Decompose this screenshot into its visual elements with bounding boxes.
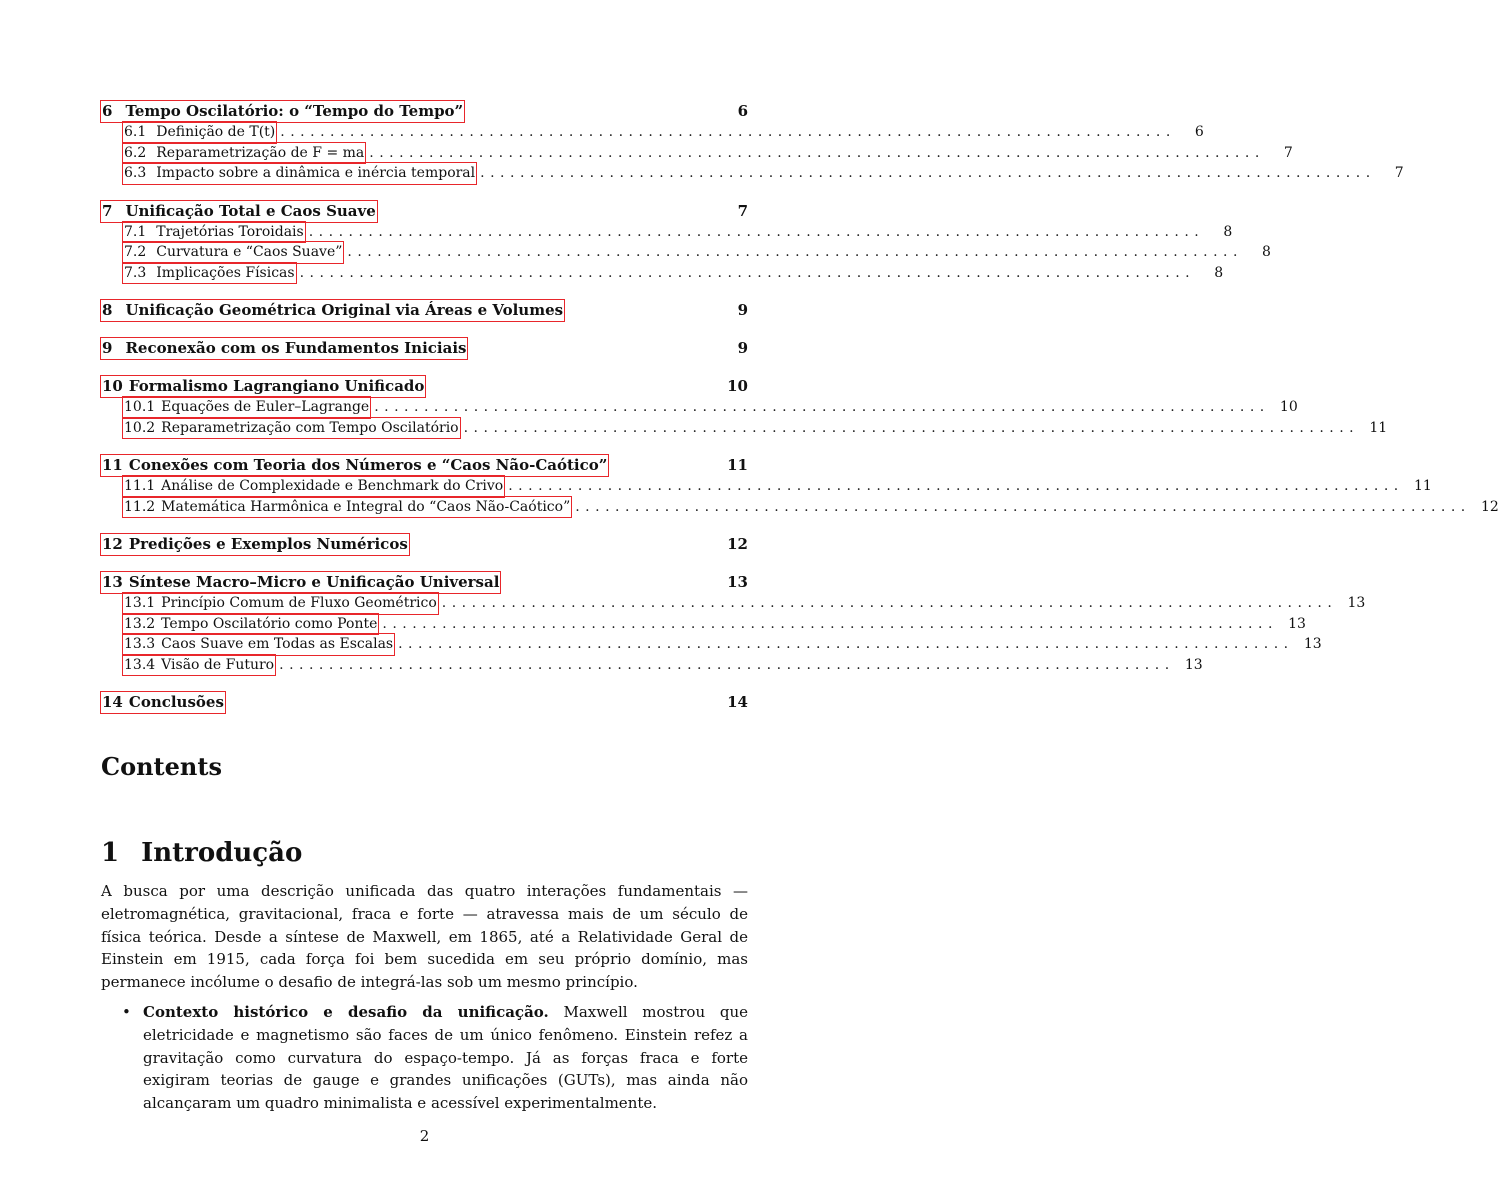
intro-paragraph: A busca por uma descrição unificada das quatro interações fundamentais — eletromagnética, gravitacional, fraca e forte — atravessa mais de um século de física teórica. Desde a síntese de Maxwell, em 1865, até a Relatividade Geral de Einstein em 1915, cada força foi bem sucedida em seu próprio domínio, mas permanece incólume o desafio de integrá-las sob um mesmo princípio. [101, 882, 748, 992]
toc-link-box[interactable]: 10 Formalismo Lagrangiano Unificado [102, 377, 425, 395]
dot-leader: .......................................................................................... [480, 165, 1376, 181]
dot-leader: .......................................................................................... [279, 656, 1175, 673]
toc-page: 6 [1194, 124, 1204, 140]
toc-page: 8 [1262, 244, 1271, 260]
dot-leader: .......................................................................................... [382, 615, 1278, 632]
toc-section-7[interactable] [101, 201, 748, 222]
toc-section-6[interactable] [101, 101, 748, 122]
toc-link-box[interactable]: 6.3 Impacto sobre a dinâmica e inércia temporal [123, 163, 476, 184]
toc-link-box[interactable]: 13.1 Princípio Comum de Fluxo Geométrico [123, 593, 438, 614]
bullet-text: Maxwell mostrou que eletricidade e magnetismo são faces de um único fenômeno. Einstein refez a gravitação como curvatura do espaço-tempo. Já as forças fraca e forte exigiram teorias de gauge e grandes unificações (GUTs), mas ainda não alcançaram um quadro minimalista e acessível experimentalmente. [143, 1003, 748, 1113]
toc-page: 8 [1223, 223, 1233, 240]
toc-subsection-6-2[interactable] [101, 143, 1293, 164]
toc-subsection-6-1[interactable] [101, 122, 1204, 143]
toc-subsection-7-3[interactable] [101, 263, 1224, 284]
toc-page: 10 [1279, 399, 1298, 415]
toc-page: 7 [1394, 165, 1404, 181]
dot-leader: .......................................................................................... [369, 144, 1265, 161]
toc-link-box[interactable]: 11.1 Análise de Complexidade e Benchmark do Crivo [123, 476, 504, 497]
toc-subsection-10-1[interactable] [101, 397, 1298, 418]
toc-page: 13 [1288, 615, 1306, 632]
toc-page: 9 [737, 339, 748, 357]
toc-link-box[interactable]: 12 Predições e Exemplos Numéricos [102, 535, 408, 553]
toc-link-box[interactable]: 10.1 Equações de Euler–Lagrange [123, 397, 370, 418]
toc-subsection-13-2[interactable] [101, 614, 1306, 635]
toc-page: 11 [727, 456, 748, 474]
toc-page: 12 [1480, 498, 1499, 515]
toc-section-10[interactable] [101, 376, 748, 397]
toc-section-13[interactable] [101, 572, 748, 593]
toc-page: 10 [727, 377, 748, 395]
toc-link-box[interactable]: 11.2 Matemática Harmônica e Integral do “Caos Não-Caótico” [123, 497, 571, 518]
toc-subsection-7-2[interactable] [101, 242, 1271, 263]
toc-page: 13 [1303, 636, 1322, 652]
toc-section-11[interactable] [101, 455, 748, 476]
toc-page: 7 [1283, 144, 1293, 161]
dot-leader: .......................................................................................... [308, 223, 1205, 240]
toc-section-8[interactable] [101, 300, 748, 321]
toc-page: 11 [1413, 478, 1432, 494]
toc-subsection-11-2[interactable] [101, 497, 1499, 518]
toc-subsection-13-1[interactable] [101, 593, 1366, 614]
toc-link-box[interactable]: 13 Síntese Macro–Micro e Unificação Universal [102, 573, 500, 591]
toc-link-box[interactable]: 7.1 Trajetórias Toroidais [123, 222, 305, 243]
toc-link-box[interactable]: 13.4 Visão de Futuro [123, 655, 275, 676]
toc-subsection-13-3[interactable] [101, 634, 1322, 655]
toc-link-box[interactable]: 7 Unificação Total e Caos Suave [102, 201, 376, 220]
toc-link-box[interactable]: 6.2 Reparametrização de F = ma [123, 143, 365, 164]
dot-leader: .......................................................................................... [508, 478, 1404, 494]
toc-page: 9 [737, 301, 748, 319]
dot-leader: .......................................................................................... [463, 419, 1360, 436]
dot-leader: .......................................................................................... [347, 244, 1243, 260]
toc-link-box[interactable]: 6 Tempo Oscilatório: o “Tempo do Tempo” [102, 102, 464, 120]
toc-link-box[interactable]: 10.2 Reparametrização com Tempo Oscilatório [123, 418, 460, 439]
dot-leader: .......................................................................................... [299, 264, 1196, 281]
toc-link-box[interactable]: 7.2 Curvatura e “Caos Suave” [123, 242, 343, 263]
dot-leader: .......................................................................................... [575, 498, 1471, 515]
toc-link-box[interactable]: 9 Reconexão com os Fundamentos Iniciais [102, 339, 467, 357]
section-heading-introduction: 1 Introdução [101, 838, 303, 868]
dot-leader: .......................................................................................... [280, 124, 1176, 140]
toc-link-box[interactable]: 13.2 Tempo Oscilatório como Ponte [123, 614, 378, 635]
toc-page: 11 [1369, 419, 1388, 436]
toc-link-box[interactable]: 14 Conclusões [102, 693, 224, 711]
toc-page: 14 [727, 693, 748, 711]
toc-link-box[interactable]: 13.3 Caos Suave em Todas as Escalas [123, 634, 394, 655]
dot-leader: .......................................................................................... [441, 595, 1338, 611]
toc-page: 7 [737, 201, 748, 220]
dot-leader: .......................................................................................... [374, 399, 1270, 415]
table-of-contents [101, 101, 1499, 713]
toc-subsection-10-2[interactable] [101, 418, 1388, 439]
toc-subsection-13-4[interactable] [101, 655, 1203, 676]
toc-page: 13 [1347, 595, 1366, 611]
toc-subsection-6-3[interactable] [101, 163, 1404, 184]
toc-page: 8 [1214, 264, 1224, 281]
bullet-item [143, 1001, 748, 1115]
toc-subsection-11-1[interactable] [101, 476, 1432, 497]
toc-link-box[interactable]: 8 Unificação Geométrica Original via Áreas e Volumes [102, 301, 564, 319]
toc-page: 13 [727, 573, 748, 591]
toc-page: 12 [727, 535, 748, 553]
toc-link-box[interactable]: 11 Conexões com Teoria dos Números e “Caos Não-Caótico” [102, 456, 608, 474]
toc-section-14[interactable] [101, 692, 748, 713]
toc-link-box[interactable]: 7.3 Implicações Físicas [123, 263, 296, 284]
page-number: 2 [419, 1127, 430, 1145]
toc-page: 13 [1184, 656, 1203, 673]
bullet-icon: • [122, 1003, 131, 1021]
toc-page: 6 [737, 102, 748, 120]
toc-link-box[interactable]: 6.1 Definição de T(t) [123, 122, 276, 143]
bullet-bold-lead: Contexto histórico e desafio da unificação. [143, 1003, 549, 1021]
toc-section-12[interactable] [101, 534, 748, 555]
toc-subsection-7-1[interactable] [101, 222, 1233, 243]
contents-heading: Contents [101, 752, 222, 781]
dot-leader: .......................................................................................... [398, 636, 1294, 652]
toc-section-9[interactable] [101, 338, 748, 359]
